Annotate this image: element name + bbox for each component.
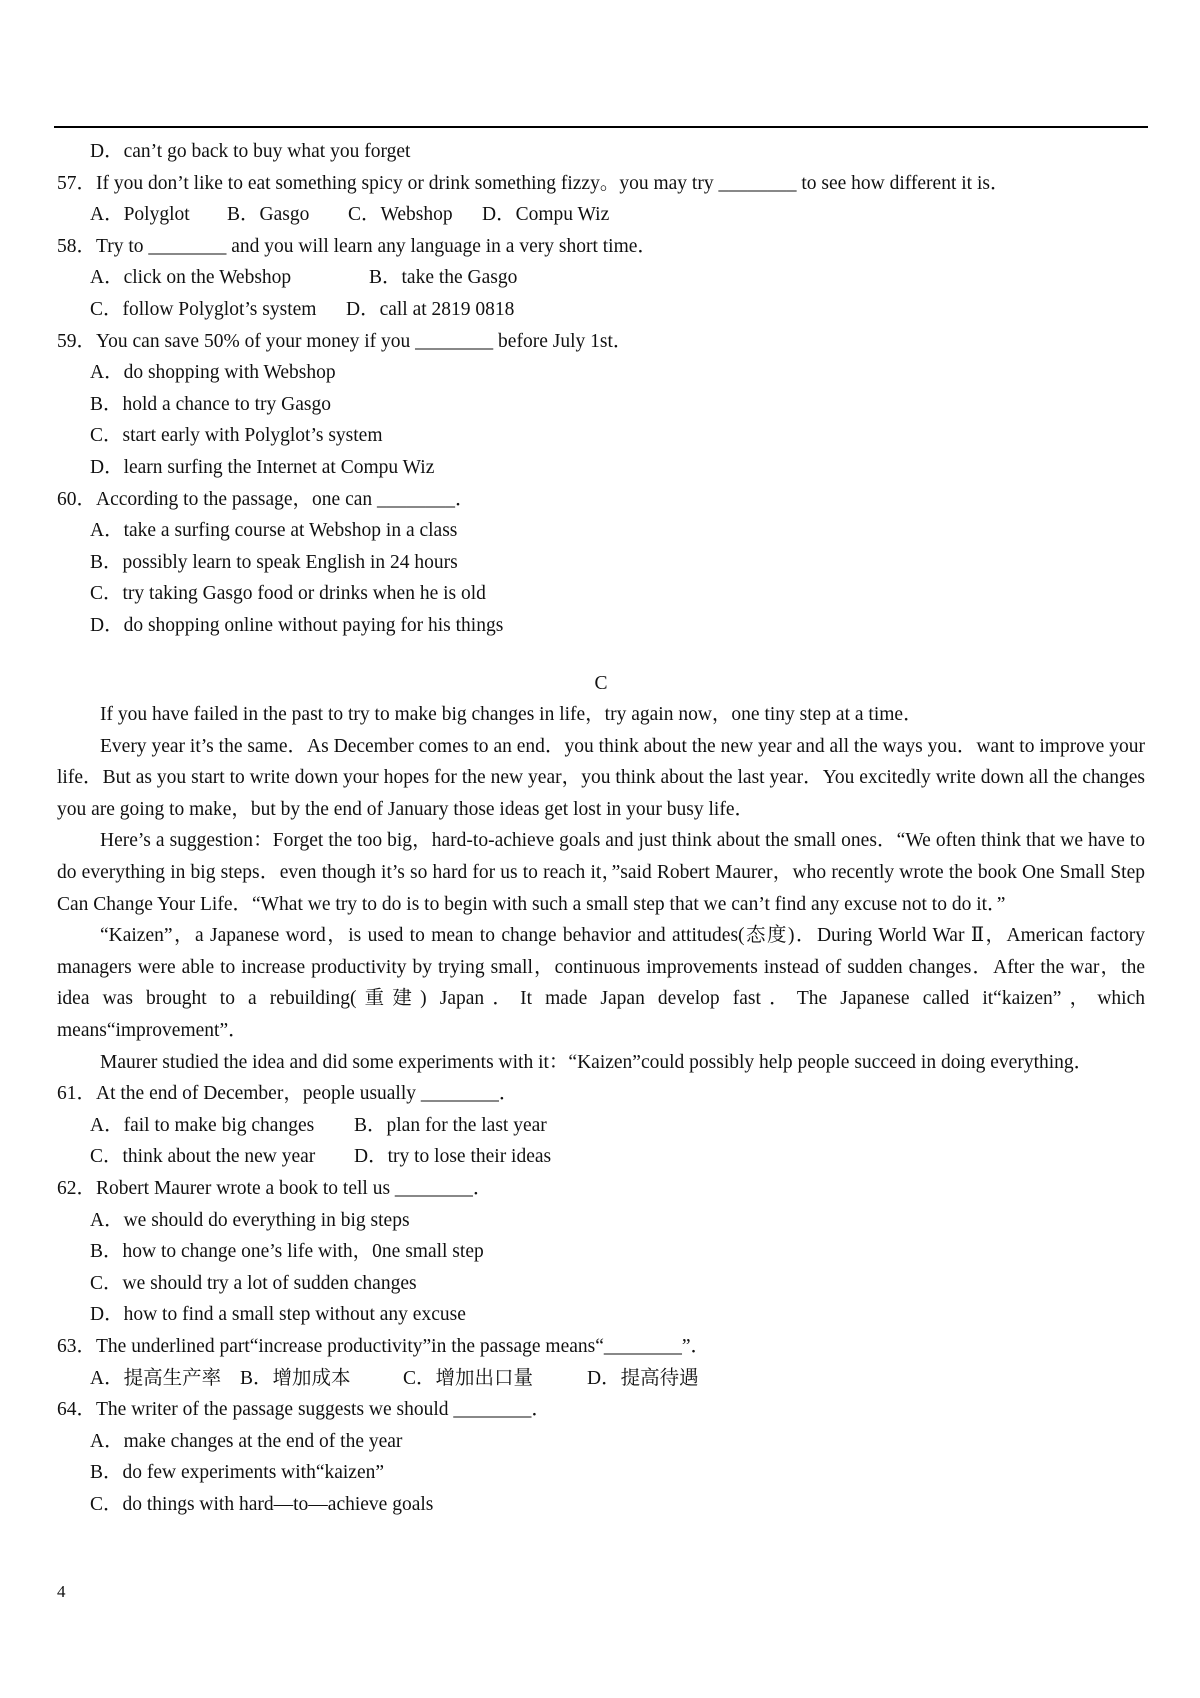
section-heading: C	[594, 672, 608, 694]
question-57: 57．If you don’t like to eat something spicy or drink something fizzy。you may try ________ to see how different it is．	[57, 172, 1010, 194]
option-c: C．Webshop	[348, 204, 453, 226]
question-63: 63．The underlined part“increase productivity”in the passage means“________”．	[57, 1335, 711, 1357]
question-60: 60．According to the passage，one can ________．	[57, 488, 475, 510]
question-61-options-row1	[57, 1110, 1145, 1142]
option-c: C．try taking Gasgo food or drinks when he is old	[90, 583, 486, 605]
option-c: C．start early with Polyglot’s system	[90, 425, 383, 447]
question-63-options	[57, 1363, 1145, 1395]
option-a: A．take a surfing course at Webshop in a class	[90, 520, 458, 542]
option-d: D．提高待遇	[587, 1367, 699, 1389]
passage-paragraph-4: “Kaizen”，a Japanese word，is used to mean to change behavior and attitudes(态度)．During World War Ⅱ，American factory managers were able to increase productivity by trying small，continuous improvements instead of sudden changes．After the war，the idea was brought to a rebuilding(重建) Japan．It made Japan develop fast．The Japanese called it“kaizen”，which means“improvement”．	[57, 925, 1145, 1042]
passage-paragraph-3: Here’s a suggestion：Forget the too big，hard-to-achieve goals and just think about the small ones．“We often think that we have to do everything in big steps．even though it’s so hard for us to reach it，”said Robert Maurer，who recently wrote the book One Small Step Can Change Your Life．“What we try to do is to begin with such a small step that we can’t find any excuse not to do it．”	[57, 830, 1145, 915]
option-a: A．提高生产率	[90, 1367, 222, 1389]
option-c: C．we should try a lot of sudden changes	[90, 1272, 417, 1294]
passage	[57, 699, 1145, 1078]
question-58-options-row1	[57, 262, 1145, 294]
option-b: B．plan for the last year	[354, 1114, 547, 1136]
option-b: B．take the Gasgo	[369, 267, 518, 289]
question-59: 59．You can save 50% of your money if you ________ before July 1st．	[57, 330, 633, 352]
option-d: D．try to lose their ideas	[354, 1146, 552, 1168]
option-b: B．hold a chance to try Gasgo	[90, 393, 331, 415]
option-b: B．how to change one’s life with，0ne small step	[90, 1241, 484, 1263]
option-a: A．we should do everything in big steps	[90, 1209, 410, 1231]
option-c: C．增加出口量	[403, 1367, 534, 1389]
option-d: D．call at 2819 0818	[346, 298, 515, 320]
option-a: A．do shopping with Webshop	[90, 362, 336, 384]
question-64: 64．The writer of the passage suggests we should ________．	[57, 1399, 551, 1421]
option-a: A．make changes at the end of the year	[90, 1430, 403, 1452]
option-c: C．do things with hard—to—achieve goals	[90, 1493, 434, 1515]
option-a: A．fail to make big changes	[90, 1114, 315, 1136]
page-number: 4	[57, 1582, 66, 1601]
question-57-options	[57, 199, 1145, 231]
option-prev-d: D．can’t go back to buy what you forget	[90, 141, 411, 162]
passage-paragraph-5: Maurer studied the idea and did some experiments with it：“Kaizen”could possibly help people succeed in doing everything．	[100, 1051, 1094, 1073]
option-b: B．possibly learn to speak English in 24 hours	[90, 551, 458, 573]
question-61-options-row2	[57, 1141, 1145, 1173]
option-c: C．follow Polyglot’s system	[90, 298, 317, 320]
option-b: B．Gasgo	[227, 204, 310, 226]
passage-paragraph-2: Every year it’s the same．As December comes to an end．you think about the new year and all the ways you．want to improve your life．But as you start to write down your hopes for the new year，you think about the last year．You excitedly write down all the changes you are going to make，but by the end of January those ideas get lost in your busy life．	[57, 735, 1145, 820]
option-a: A．Polyglot	[90, 204, 190, 226]
header-rule	[54, 126, 1148, 128]
option-d: D．Compu Wiz	[482, 204, 610, 226]
option-d: D．learn surfing the Internet at Compu Wiz	[90, 456, 435, 478]
passage-paragraph-1: If you have failed in the past to try to make big changes in life，try again now，one tiny step at a time．	[100, 704, 923, 726]
question-61: 61．At the end of December，people usually ________．	[57, 1083, 519, 1105]
option-d: D．how to find a small step without any excuse	[90, 1304, 466, 1326]
option-a: A．click on the Webshop	[90, 267, 292, 289]
option-d: D．do shopping online without paying for his things	[90, 614, 504, 636]
question-62: 62．Robert Maurer wrote a book to tell us ________．	[57, 1178, 493, 1199]
page-body	[57, 136, 1145, 1521]
option-c: C．think about the new year	[90, 1146, 316, 1168]
question-58-options-row2	[57, 294, 1145, 326]
option-b: B．增加成本	[240, 1367, 351, 1389]
question-58: 58．Try to ________ and you will learn any language in a very short time．	[57, 235, 657, 257]
option-b: B．do few experiments with“kaizen”	[90, 1462, 385, 1484]
